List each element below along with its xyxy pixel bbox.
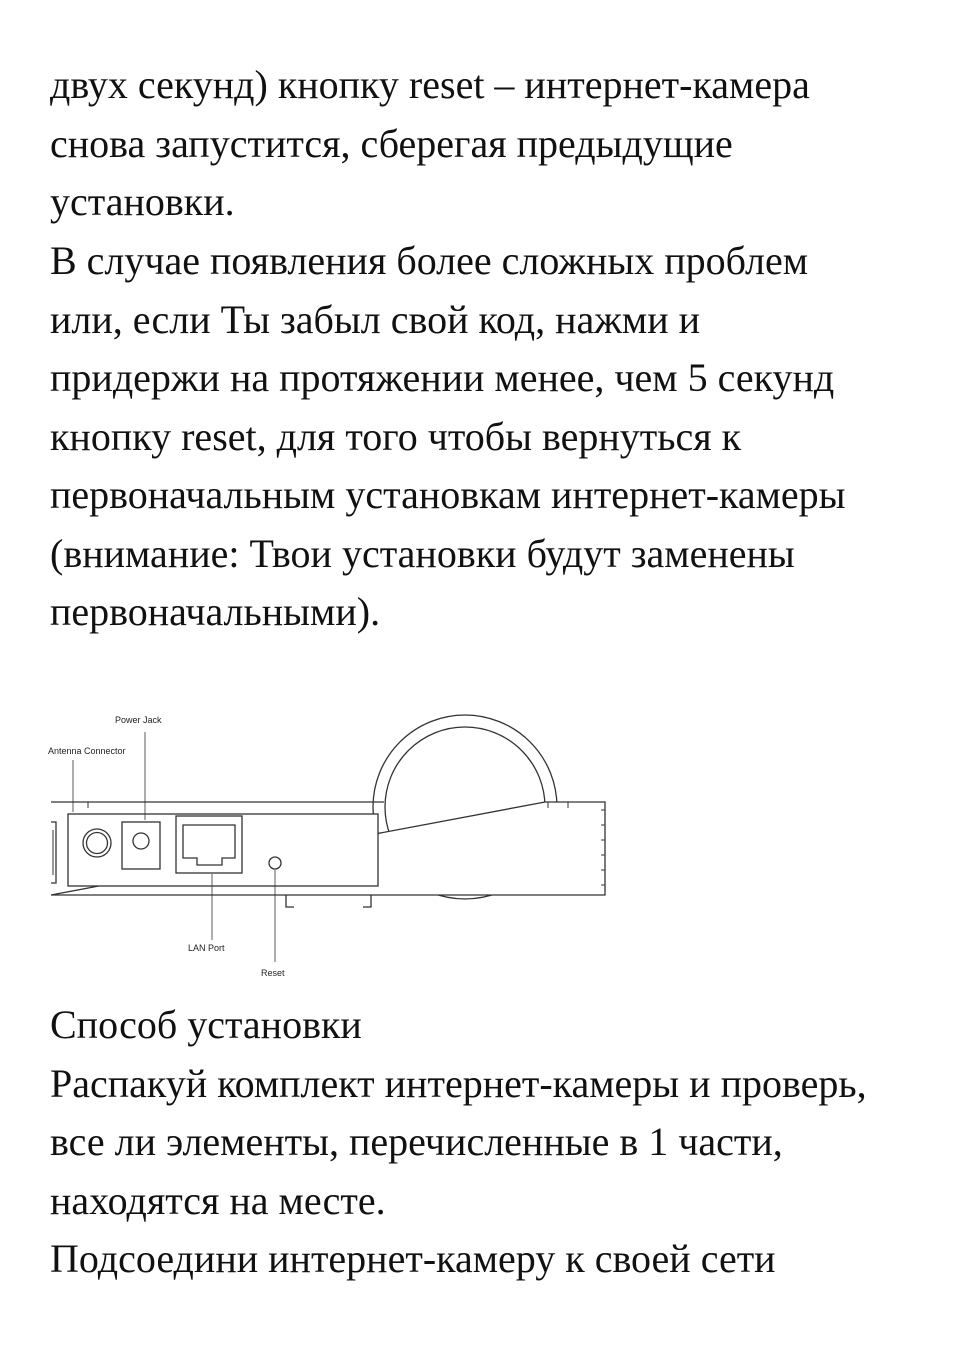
- paragraph-factory-reset: [50, 232, 940, 642]
- paragraph-reset-restart: [50, 56, 940, 232]
- label-reset: Reset: [261, 968, 285, 978]
- text-line: Подсоедини интернет-камеру к своей сети: [50, 1236, 776, 1281]
- text-line: двух секунд) кнопку reset – интернет-камера: [50, 62, 810, 107]
- text-line: придержи на протяжении менее, чем 5 секунд: [50, 355, 835, 400]
- text-line: установки.: [50, 179, 235, 224]
- text-line: Распакуй комплект интернет-камеры и проверь,: [50, 1060, 867, 1106]
- label-antenna-connector: Antenna Connector: [48, 746, 126, 756]
- text-line: В случае появления более сложных проблем: [50, 238, 809, 283]
- diagram-svg: [48, 700, 613, 990]
- label-lan-port: LAN Port: [188, 943, 225, 953]
- text-line: находятся на месте.: [50, 1177, 386, 1223]
- camera-back-panel-diagram: [48, 700, 613, 990]
- text-line: кнопку reset, для того чтобы вернуться к: [50, 413, 742, 459]
- section-installation: [50, 996, 940, 1289]
- text-line: или, если Ты забыл свой код, нажми и: [50, 296, 700, 342]
- text-line: (внимание: Твои установки будут заменены: [50, 530, 795, 576]
- text-line: снова запустится, сберегая предыдущие: [50, 120, 733, 166]
- bottom-foot-left: [286, 895, 294, 907]
- text-line: все ли элементы, перечисленные в 1 части,: [50, 1119, 783, 1164]
- text-line: первоначальным установкам интернет-камеры: [50, 472, 846, 517]
- label-power-jack: Power Jack: [115, 715, 162, 725]
- text-line: первоначальными).: [50, 589, 381, 634]
- bottom-foot-right: [363, 895, 371, 907]
- section-heading: Способ установки: [50, 1002, 362, 1047]
